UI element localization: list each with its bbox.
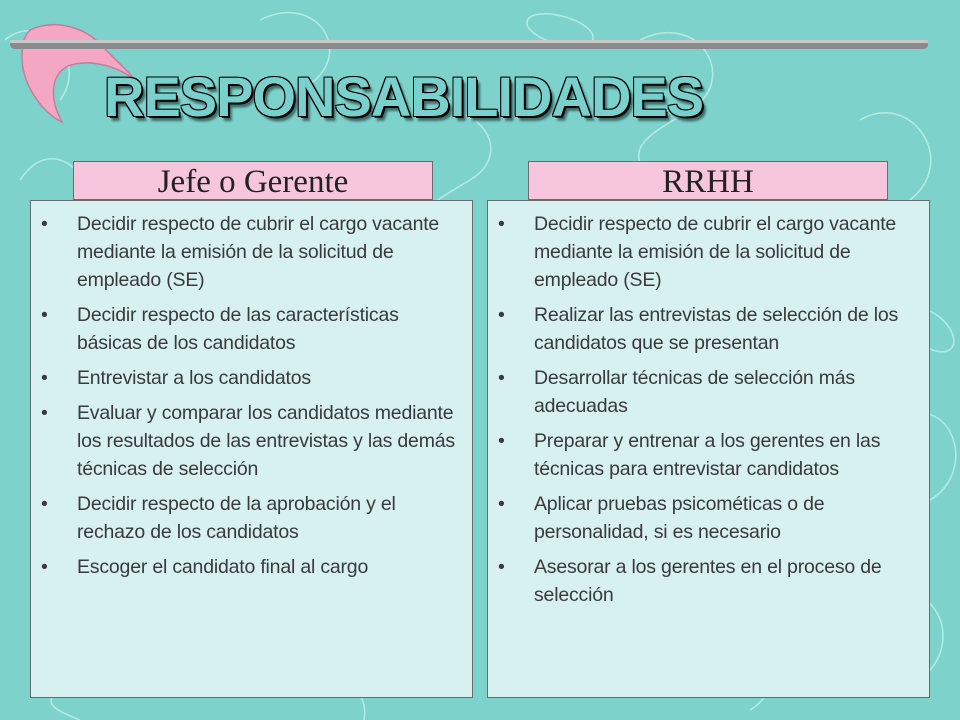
list-item: • Entrevistar a los candidatos (41, 367, 311, 389)
list-item: • Decidir respecto de las características básicas de los candidatos (41, 304, 399, 354)
left-bullet-list (39, 210, 462, 581)
list-item: • Aplicar pruebas psicométicas o de personalidad, si es necesario (498, 493, 825, 543)
list-item: • Desarrollar técnicas de selección más adecuadas (498, 367, 855, 417)
right-column-header: RRHH (528, 161, 888, 200)
list-item: • Escoger el candidato final al cargo (41, 556, 369, 578)
left-column-header: Jefe o Gerente (73, 161, 433, 200)
list-item: • Realizar las entrevistas de selección de los candidatos que se presentan (498, 304, 899, 354)
list-item: • Evaluar y comparar los candidatos mediante los resultados de las entrevistas y las demás técnicas de selección (41, 402, 455, 480)
list-item: • Decidir respecto de la aprobación y el rechazo de los candidatos (41, 493, 396, 543)
slide-title: RESPONSABILIDADES (104, 65, 704, 128)
left-column-box (30, 200, 473, 698)
title-underline-bar (10, 40, 928, 49)
list-item: • Asesorar a los gerentes en el proceso de selección (498, 556, 882, 606)
right-bullet-list (496, 210, 919, 609)
list-item: • Decidir respecto de cubrir el cargo vacante mediante la emisión de la solicitud de empleado (SE) (41, 213, 440, 291)
list-item: • Preparar y entrenar a los gerentes en las técnicas para entrevistar candidatos (498, 430, 881, 480)
list-item: • Decidir respecto de cubrir el cargo vacante mediante la emisión de la solicitud de empleado (SE) (498, 213, 897, 291)
right-column-box (487, 200, 930, 698)
